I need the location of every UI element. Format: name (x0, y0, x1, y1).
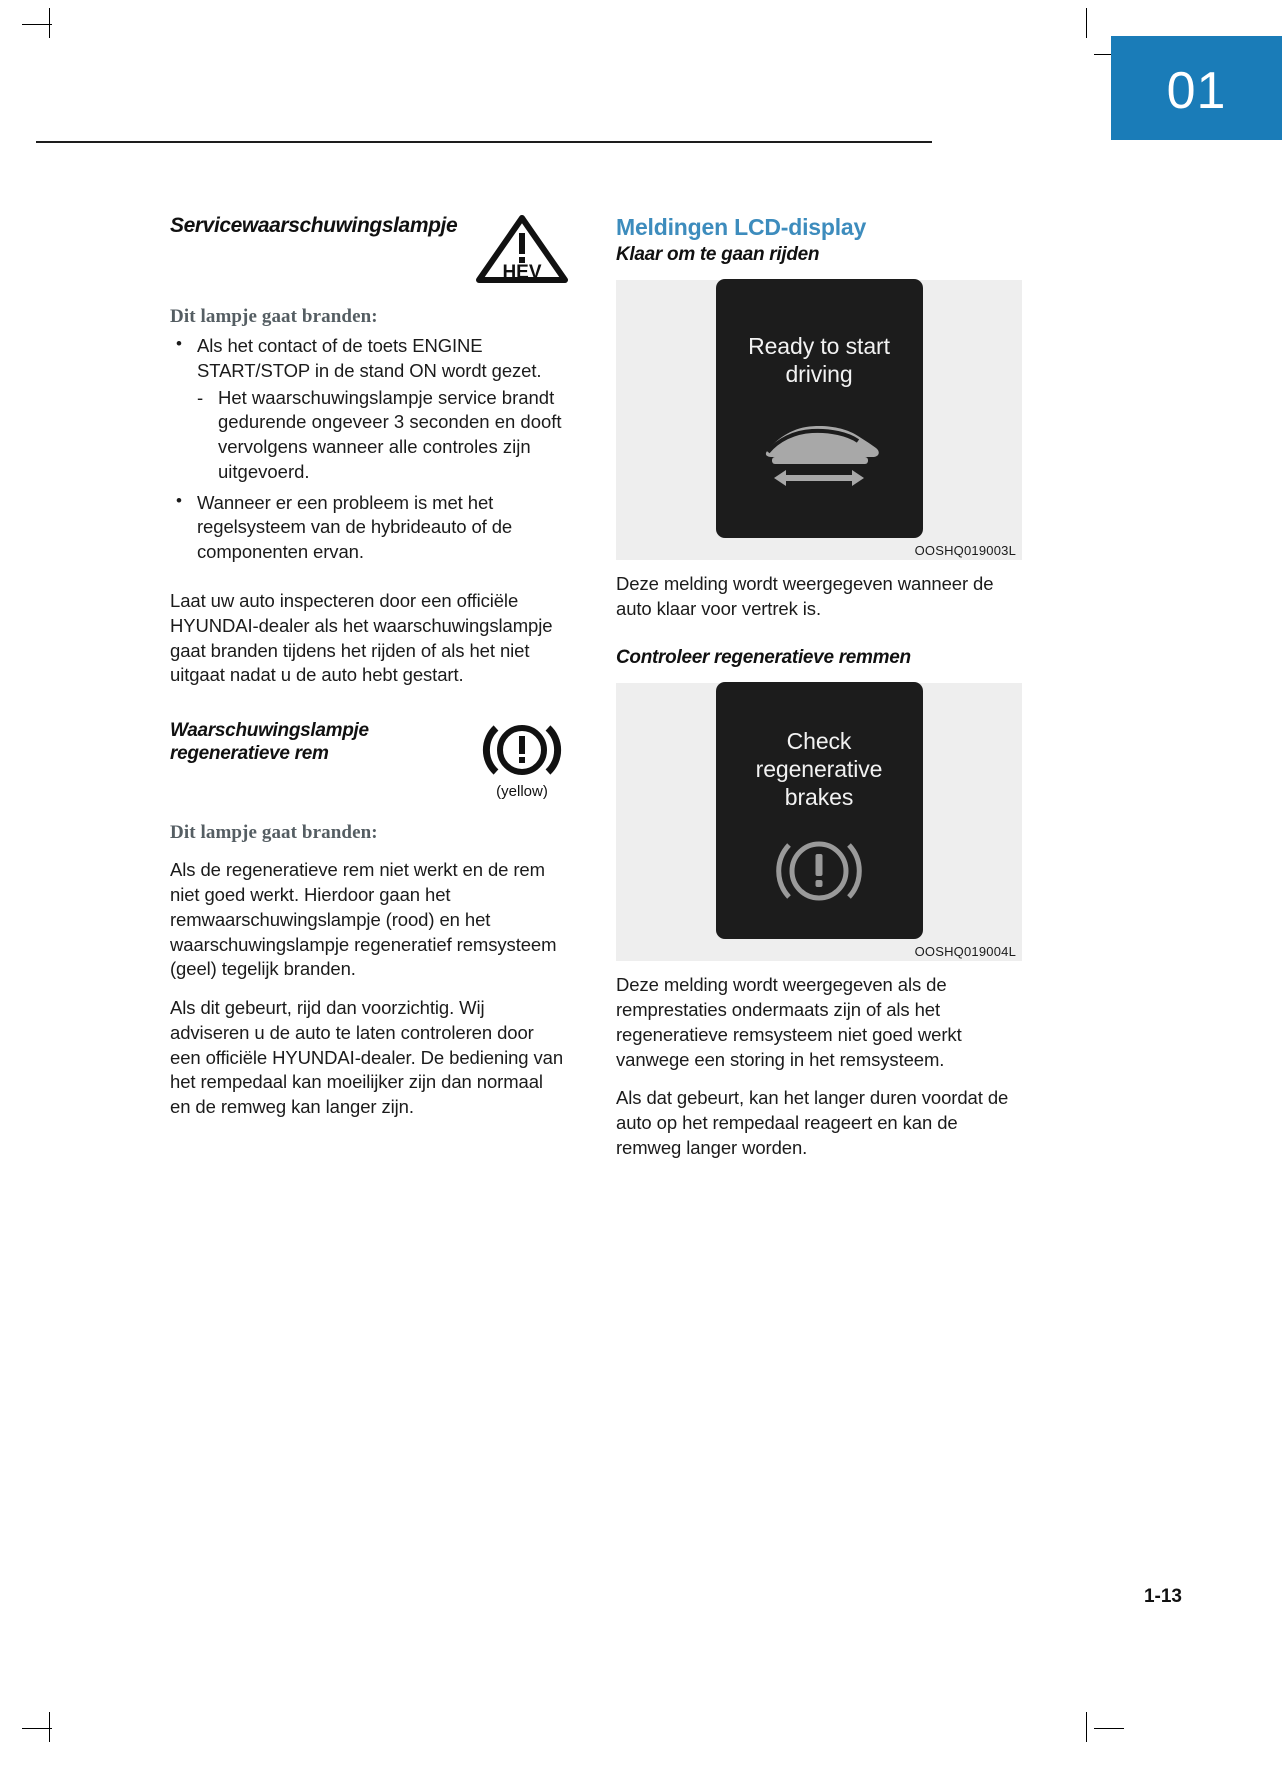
lcd-message-line-1: Ready to start (748, 332, 890, 359)
lcd-message-line-2: driving (785, 360, 853, 387)
service-warning-bullet-list (170, 334, 568, 384)
crop-mark-top-left (49, 8, 50, 38)
figure-ready-to-start (616, 280, 1022, 560)
lcd-display-ready (717, 280, 922, 537)
lcd-message-line-1: Check (786, 728, 852, 755)
brake-warning-lcd-icon (767, 827, 871, 915)
paragraph-ready-to-drive: Deze melding wordt weergegeven wanneer de auto klaar voor vertrek is. (616, 572, 994, 619)
brake-warning-icon (476, 720, 568, 800)
figure-code-1: OOSHQ019003L (914, 542, 1016, 558)
svg-text:HEV: HEV (502, 262, 542, 283)
page-title-service-warning: Servicewaarschuwingslampje (170, 214, 458, 237)
page-number: 1-13 (1143, 1586, 1182, 1607)
icon-color-caption: (yellow) (496, 783, 548, 801)
service-warning-bullet-list-2 (170, 491, 568, 565)
paragraph-inspect-vehicle: Laat uw auto inspecteren door een officiële HYUNDAI-dealer als het waarschuwingslampje gaat branden tijdens het rijden of als het niet uitgaat nadat u de auto hebt gestart. (170, 590, 553, 686)
lcd-display-check-brakes (717, 683, 922, 938)
list-item: - Het waarschuwingslampje service brandt gedurende ongeveer 3 seconden en dooft vervolgens wanneer alle controles zijn uitgevoerd. (192, 386, 568, 485)
paragraph-regen-brake-2: Als dit gebeurt, rijd dan voorzichtig. Wij adviseren u de auto te laten controleren door een officiële HYUNDAI-dealer. De bediening van het rempedaal kan moeilijker zijn dan normaal en de remweg kan langer zijn. (170, 997, 564, 1118)
chapter-tab (1111, 36, 1282, 140)
left-column (170, 214, 568, 1120)
page-title-lcd-messages: Meldingen LCD-display (616, 214, 867, 240)
crop-mark-bottom-left (49, 1712, 50, 1742)
hev-warning-icon (476, 214, 568, 284)
service-warning-sub-list (170, 386, 568, 485)
paragraph-check-brakes-1: Deze melding wordt weergegeven als de remprestaties ondermaats zijn of als het regeneratieve remsysteem niet goed werkt vanwege een storing in het remsysteem. (616, 974, 962, 1070)
crop-mark-bottom-right (1086, 1712, 1087, 1742)
lcd-message-line-3: brakes (784, 784, 854, 811)
right-column (616, 214, 1022, 1161)
header-rule (36, 141, 932, 143)
crop-mark-top-right (1086, 8, 1087, 38)
lead-text-2: Dit lampje gaat branden: (170, 822, 378, 844)
crop-mark-bottom-right-h (1094, 1728, 1124, 1729)
paragraph-check-brakes-2: Als dat gebeurt, kan het langer duren voordat de auto op het rempedaal reageert en kan de remweg langer worden. (616, 1087, 1009, 1158)
figure-check-regen-brakes (616, 683, 1022, 961)
service-warning-heading-row (170, 214, 568, 284)
subtitle-check-regen-brakes: Controleer regeneratieve remmen (616, 647, 911, 669)
car-ready-icon (754, 410, 884, 486)
page-title-regen-brake: Waarschuwingslampje regeneratieve rem (170, 720, 369, 764)
list-item: • Als het contact of de toets ENGINE START/STOP in de stand ON wordt gezet. (170, 334, 568, 384)
crop-mark-bottom-left-h (22, 1728, 52, 1729)
lcd-message-line-2: regenerative (755, 756, 883, 783)
figure-code-2: OOSHQ019004L (914, 944, 1016, 960)
lead-text-1: Dit lampje gaat branden: (170, 306, 378, 327)
subtitle-ready-to-drive: Klaar om te gaan rijden (616, 244, 820, 266)
paragraph-regen-brake-1: Als de regeneratieve rem niet werkt en de rem niet goed werkt. Hierdoor gaan het remwaarschuwingslampje (rood) en het waarschuwingslampje regeneratief remsysteem (geel) tegelijk branden. (170, 859, 557, 980)
chapter-number: 01 (1166, 62, 1227, 120)
list-item: • Wanneer er een probleem is met het regelsysteem van de hybrideauto of de componenten ervan. (170, 491, 568, 565)
crop-mark-top-left-h (22, 24, 52, 25)
regen-brake-heading-row (170, 720, 568, 800)
